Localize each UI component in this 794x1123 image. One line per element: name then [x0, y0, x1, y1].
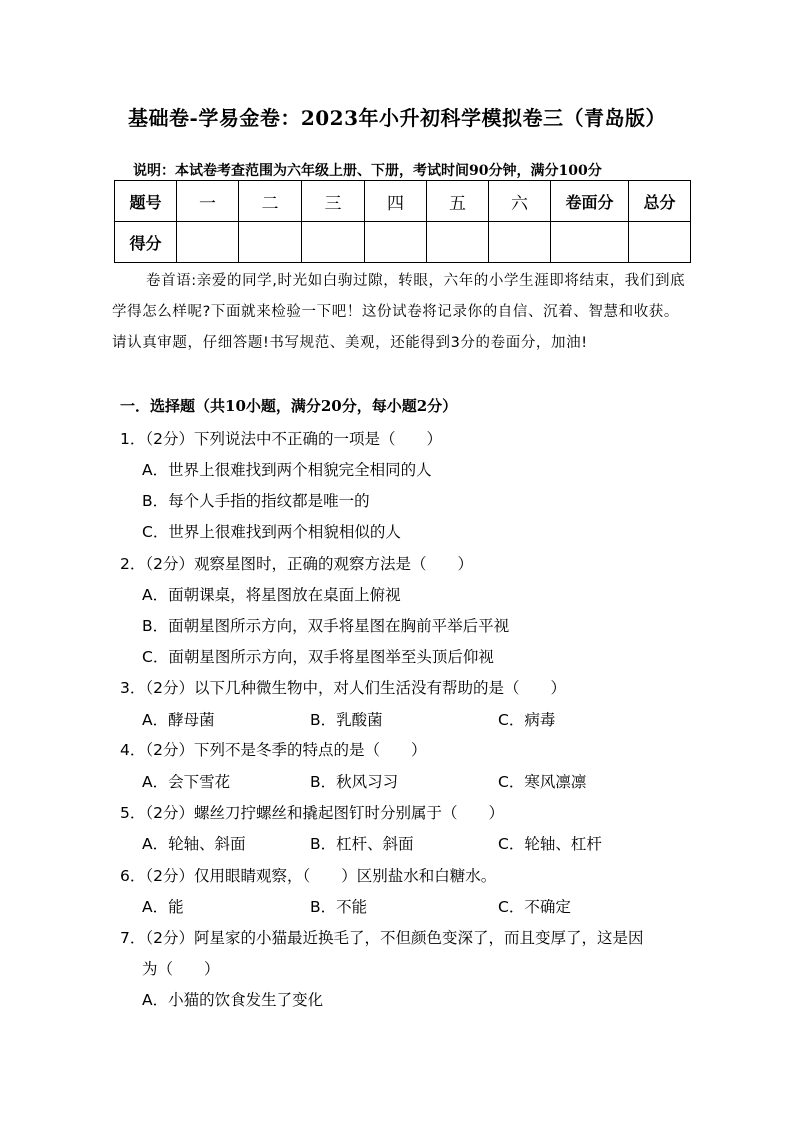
question-option[interactable]: A．能: [142, 898, 184, 916]
score-header-cell: 卷面分: [551, 181, 629, 222]
question-stem: 3．（2分）以下几种微生物中，对人们生活没有帮助的是（ ）: [120, 679, 566, 697]
score-header-cell: 总分: [629, 181, 691, 222]
question-option[interactable]: A．小猫的饮食发生了变化: [142, 991, 324, 1009]
score-header-cell: 二: [239, 181, 302, 222]
question-stem: 6．（2分）仅用眼睛观察，（ ）区别盐水和白糖水。: [120, 867, 497, 885]
score-input-cell[interactable]: [365, 222, 427, 263]
question-stem: 4．（2分）下列不是冬季的特点的是（ ）: [120, 741, 427, 759]
question-option[interactable]: C．寒风凛凛: [498, 773, 587, 791]
question-option[interactable]: B．秋风习习: [310, 773, 399, 791]
score-table-score-row: [115, 222, 691, 263]
intro-paragraph: 卷首语:亲爱的同学,时光如白驹过隙，转眼，六年的小学生涯即将结束，我们到底学得怎么样呢?下面就来检验一下吧！这份试卷将记录你的自信、沉着、智慧和收获。请认真审题，仔细答题!书写规范、美观，还能得到3分的卷面分，加油!: [112, 273, 686, 351]
exam-title: 基础卷-学易金卷：2023年小升初科学模拟卷三（青岛版）: [128, 106, 666, 130]
question-option[interactable]: A．面朝课桌，将星图放在桌面上俯视: [142, 586, 401, 604]
score-header-cell: 四: [365, 181, 427, 222]
question-stem: 5．（2分）螺丝刀拧螺丝和撬起图钉时分别属于（ ）: [120, 804, 504, 822]
score-input-cell[interactable]: [427, 222, 489, 263]
question-option[interactable]: C．世界上很难找到两个相貌相似的人: [142, 523, 401, 541]
question-stem: 2．（2分）观察星图时，正确的观察方法是（ ）: [120, 555, 473, 573]
score-header-cell: 五: [427, 181, 489, 222]
score-row-label: 得分: [115, 222, 177, 263]
question-option[interactable]: A．酵母菌: [142, 711, 215, 729]
score-table-header-row: [115, 181, 691, 222]
question-option[interactable]: B．乳酸菌: [310, 711, 383, 729]
exam-note: 说明：本试卷考查范围为六年级上册、下册，考试时间90分钟，满分100分: [133, 163, 602, 179]
question-option[interactable]: A．世界上很难找到两个相貌完全相同的人: [142, 461, 432, 479]
question-option[interactable]: A．轮轴、斜面: [142, 835, 246, 853]
question-option[interactable]: B．面朝星图所示方向，双手将星图在胸前平举后平视: [142, 617, 510, 635]
score-input-cell[interactable]: [551, 222, 629, 263]
question-option[interactable]: A．会下雪花: [142, 773, 231, 791]
score-input-cell[interactable]: [489, 222, 551, 263]
question-option[interactable]: C．轮轴、杠杆: [498, 835, 602, 853]
score-input-cell[interactable]: [239, 222, 302, 263]
score-header-cell: 题号: [115, 181, 177, 222]
score-input-cell[interactable]: [302, 222, 365, 263]
question-option[interactable]: C．病毒: [498, 711, 556, 729]
score-header-cell: 三: [302, 181, 365, 222]
question-stem-continued: 为（ ）: [142, 960, 220, 978]
score-input-cell[interactable]: [177, 222, 239, 263]
question-option[interactable]: C．不确定: [498, 898, 571, 916]
question-option[interactable]: B．杠杆、斜面: [310, 835, 414, 853]
question-option[interactable]: C．面朝星图所示方向，双手将星图举至头顶后仰视: [142, 648, 494, 666]
score-input-cell[interactable]: [629, 222, 691, 263]
question-stem: 7．（2分）阿星家的小猫最近换毛了，不但颜色变深了，而且变厚了，这是因: [120, 929, 644, 947]
question-stem: 1．（2分）下列说法中不正确的一项是（ ）: [120, 430, 442, 448]
question-option[interactable]: B．不能: [310, 898, 368, 916]
score-header-cell: 一: [177, 181, 239, 222]
score-table: [114, 180, 691, 263]
score-header-cell: 六: [489, 181, 551, 222]
question-option[interactable]: B．每个人手指的指纹都是唯一的: [142, 492, 370, 510]
section-heading: 一．选择题（共10小题，满分20分，每小题2分）: [120, 397, 458, 415]
